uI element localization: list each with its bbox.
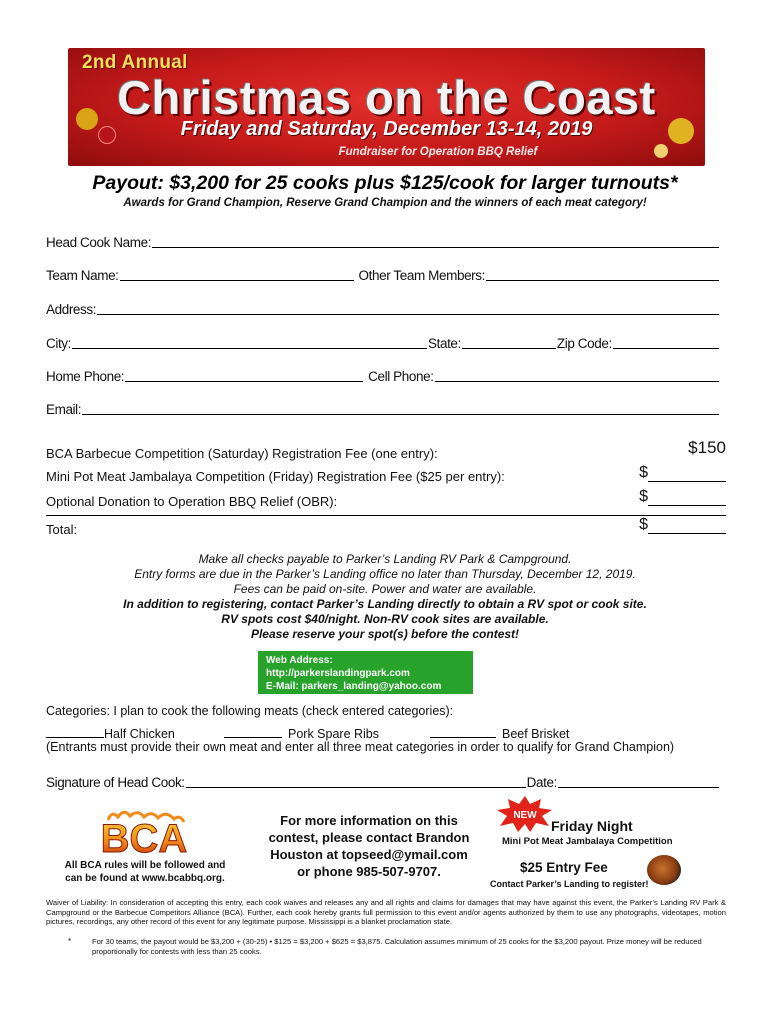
head-cook-label: Head Cook Name:	[46, 235, 152, 250]
other-members-field[interactable]	[486, 267, 719, 281]
park-phone: Park Phone: (228) 392-7717	[266, 694, 396, 705]
pork-ribs-check[interactable]	[224, 726, 282, 738]
email-label: Email:	[46, 402, 82, 417]
contact-email: E-Mail: parkers_landing@yahoo.com	[266, 681, 442, 692]
note-due-date: Entry forms are due in the Parker’s Landing office no later than Thursday, December 12, 2019.	[134, 567, 636, 581]
ornament-icon	[654, 144, 668, 158]
city-label: City:	[46, 336, 72, 351]
contact-box	[258, 651, 473, 705]
friday-night: Friday Night	[551, 818, 633, 834]
zip-field[interactable]	[613, 335, 719, 349]
total-amount	[639, 516, 726, 534]
home-phone-field[interactable]	[125, 368, 363, 382]
donation-field[interactable]	[648, 491, 726, 506]
bca-logo	[98, 808, 190, 858]
note-reserve: Please reserve your spot(s) before the contest!	[250, 627, 520, 641]
fee-divider	[46, 515, 726, 516]
date-field[interactable]	[558, 774, 719, 788]
note-rv-cost: RV spots cost $40/night. Non-RV cook sites are available.	[221, 612, 549, 626]
address-field[interactable]	[97, 301, 719, 315]
waiver-text: Waiver of Liability: In consideration of accepting this entry, each cook waives and releases any and all rights and claims for damages that may have against this event, the Parker’s Landing RV Park & Campground or the Barbecue Competitors Alliance (BCA). Further, each cook hereby grants full permission to this event and/or agents authorized by them to use any photographs, videotapes, motion pictures, recordings, any other record of this event for any legitimate purpose. Mississippi is a blanket proclamation state.	[46, 898, 726, 926]
brisket-check[interactable]	[430, 726, 496, 738]
banner-annual: 2nd Annual	[82, 52, 188, 73]
bca-rules-line1: All BCA rules will be followed and	[64, 860, 226, 871]
bca-logo-graphic	[98, 808, 190, 858]
banner-dates: Friday and Saturday, December 13-14, 2019	[180, 118, 593, 140]
team-name-label: Team Name:	[46, 268, 119, 283]
signature-row	[46, 772, 720, 790]
other-members-label: Other Team Members:	[358, 268, 485, 283]
bca-fee-amount: $150	[688, 438, 726, 457]
category-pork-ribs	[224, 726, 379, 741]
banner-fundraiser: Fundraiser for Operation BBQ Relief	[338, 146, 538, 158]
email-row	[46, 399, 720, 417]
categories-intro: Categories: I plan to cook the following meats (check entered categories):	[46, 704, 454, 718]
pork-ribs-label: Pork Spare Ribs	[288, 727, 380, 741]
footnote-text: For 30 teams, the payout would be $3,200 + (30-25) • $125 = $3,200 + $625 = $3,875. Calculation assumes minimum of 25 cooks for the $3,200 payout. Prize money will be reduced proportionally for contests with less than 25 cooks.	[92, 937, 702, 956]
bca-rules	[55, 859, 235, 885]
contact-parker: Contact Parker’s Landing to register!	[490, 879, 649, 889]
dollar-sign: $	[639, 464, 648, 481]
donation-label: Optional Donation to Operation BBQ Relief (OBR):	[46, 494, 338, 509]
date-label: Date:	[526, 775, 557, 790]
category-brisket	[430, 726, 569, 741]
address-row	[46, 299, 720, 317]
info-line2: contest, please contact Brandon	[268, 830, 470, 845]
bca-fee-label: BCA Barbecue Competition (Saturday) Registration Fee (one entry):	[46, 446, 438, 461]
home-phone-label: Home Phone:	[46, 369, 125, 384]
donation-amount	[639, 488, 726, 506]
awards-text: Awards for Grand Champion, Reserve Grand Champion and the winners of each meat category!	[123, 197, 647, 209]
svg-text:BCA: BCA	[100, 817, 188, 858]
team-row	[46, 265, 720, 283]
note-fees: Fees can be paid on-site. Power and water are available.	[233, 582, 537, 596]
bca-rules-line2: can be found at www.bcabbq.org.	[65, 873, 225, 884]
event-banner	[68, 48, 705, 166]
jambalaya-fee-field[interactable]	[648, 467, 726, 482]
info-line1: For more information on this	[280, 813, 458, 828]
address-label: Address:	[46, 302, 97, 317]
note-checks: Make all checks payable to Parker’s Landing RV Park & Campground.	[198, 552, 572, 566]
jambalaya-pot-image	[647, 855, 681, 885]
svg-text:NEW: NEW	[513, 810, 537, 821]
state-field[interactable]	[462, 335, 556, 349]
mini-pot-title: Mini Pot Meat Jambalaya Competition	[502, 836, 673, 847]
cell-phone-label: Cell Phone:	[368, 369, 434, 384]
signature-field[interactable]	[186, 774, 526, 788]
city-field[interactable]	[72, 335, 427, 349]
signature-label: Signature of Head Cook:	[46, 775, 185, 790]
info-line4: or phone 985-507-9707.	[297, 864, 441, 879]
zip-label: Zip Code:	[556, 336, 612, 351]
city-row	[46, 333, 720, 351]
email-field[interactable]	[82, 401, 719, 415]
categories-note: (Entrants must provide their own meat and enter all three meat categories in order to qualify for Grand Champion)	[46, 740, 675, 754]
brisket-label: Beef Brisket	[502, 727, 570, 741]
head-cook-row	[46, 232, 720, 250]
team-name-field[interactable]	[120, 267, 354, 281]
footnote-asterisk: *	[68, 937, 72, 946]
dollar-sign: $	[639, 516, 648, 533]
half-chicken-label: Half Chicken	[104, 727, 175, 741]
payout-headline: Payout: $3,200 for 25 cooks plus $125/cook for larger turnouts*	[92, 172, 678, 194]
category-half-chicken	[46, 726, 175, 741]
state-label: State:	[428, 336, 461, 351]
cell-phone-field[interactable]	[435, 368, 719, 382]
jambalaya-fee-label: Mini Pot Meat Jambalaya Competition (Friday) Registration Fee ($25 per entry):	[46, 469, 505, 484]
jambalaya-fee-amount	[639, 464, 726, 482]
total-label: Total:	[46, 522, 78, 537]
banner-title: Christmas on the Coast	[117, 71, 656, 124]
new-burst-icon	[497, 796, 553, 832]
head-cook-field[interactable]	[152, 234, 719, 248]
new-badge	[497, 796, 553, 832]
info-line3: Houston at topseed@ymail.com	[270, 847, 468, 862]
phone-row	[46, 366, 720, 384]
note-registering: In addition to registering, contact Parker’s Landing directly to obtain a RV spot or cook site.	[123, 597, 647, 611]
web-address: Web Address: http://parkerslandingpark.com	[266, 655, 410, 679]
half-chicken-check[interactable]	[46, 726, 104, 738]
total-field[interactable]	[648, 519, 726, 534]
info-contact	[262, 812, 476, 880]
entry-fee: $25 Entry Fee	[520, 860, 608, 875]
dollar-sign: $	[639, 488, 648, 505]
